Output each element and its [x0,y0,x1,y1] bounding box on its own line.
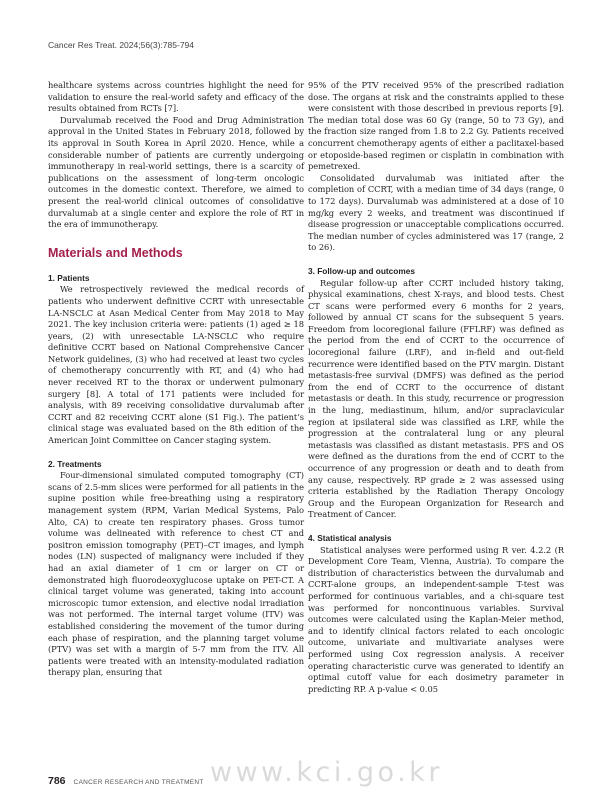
subheading-treatments: 2. Treatments [48,458,102,469]
intro-paragraph-1: healthcare systems across countries highlight the need for validation to ensure the real-world safety and efficacy of the results obtained from RCTs [7]. [48,80,304,114]
section-title-methods: Materials and Methods [48,245,183,260]
left-column [48,80,304,679]
running-header: Cancer Res Treat. 2024;56(3):785-794 [48,40,195,50]
followup-paragraph: Regular follow-up after CCRT included history taking, physical examinations, chest X-rays, and blood tests. Chest CT scans were performed every 6 months for 2 years, followed by annual CT scans for the subsequent 5 years. Freedom from locoregional failure (FFLRF) was defined as the period from the end of CCRT to the occurrence of locoregional failure (LRF), and in-field and out-field recurrence were identified based on the PTV margin. Distant metastasis-free survival (DMFS) was defined as the period from the end of CCRT to the occurrence of distant metastasis or death. In this study, recurrence or progression in the lung, mediastinum, hilum, and/or supraclavicular region at ipsilateral side was classified as LRF, while the progression at the contralateral lung or any pleural metastasis was classified as distant metastasis. PFS and OS were defined as the durations from the end of CCRT to the occurrence of any progression or death and to death from any cause, respectively. RP grade ≥ 2 was assessed using criteria established by the Radiation Therapy Oncology Group and the European Organization for Research and Treatment of Cancer. [308,277,564,520]
page-number: 786 [48,775,66,787]
patients-paragraph: We retrospectively reviewed the medical records of patients who underwent definitive CCRT with unresectable LA-NSCLC at Asan Medical Center from May 2018 to May 2021. The key inclusion criteria were: patients (1) aged ≥ 18 years, (2) with unresectable LA-NSCLC who require definitive CCRT based on National Comprehensive Cancer Network guidelines, (3) who had received at least two cycles of chemotherapy concurrently with RT, and (4) who had never received RT to the thorax or underwent pulmonary surgery [8]. A total of 171 patients were included for analysis, with 89 receiving consolidative durvalumab after CCRT and 82 receiving CCRT alone (S1 Fig.). The patient’s clinical stage was evaluated based on the 8th edition of the American Joint Committee on Cancer staging system. [48,284,304,446]
subheading-patients: 1. Patients [48,272,90,283]
treatments-paragraph: Four-dimensional simulated computed tomography (CT) scans of 2.5-mm slices were performed for all patients in the supine position while free-breathing using a respiratory management system (RPM, Varian Medical Systems, Palo Alto, CA) to create ten respiratory phases. Gross tumor volume was delineated with reference to chest CT and positron emission tomography (PET)–CT images, and lymph nodes (LN) suspected of malignancy were included if they had an axial diameter of 1 cm or larger on CT or demonstrated high fluorodeoxyglucose uptake on PET-CT. A clinical target volume was generated, taking into account microscopic tumor extension, and elective nodal irradiation was not performed. The internal target volume (ITV) was established considering the movement of the tumor during each phase of respiration, and the planning target volume (PTV) was set with a margin of 5-7 mm from the ITV. All patients were treated with an intensity-modulated radiation therapy plan, ensuring that [48,470,304,678]
watermark: www.kci.go.kr [210,757,443,788]
page-footer [48,775,204,787]
right-column [308,80,564,695]
durvalumab-paragraph: Consolidated durvalumab was initiated after the completion of CCRT, with a median time of 34 days (range, 0 to 172 days). Durvalumab was administered at a dose of 10 mg/kg every 2 weeks, and treatment was discontinued if disease progression or unacceptable complications occurred. The median number of cycles administered was 17 (range, 2 to 26). [308,172,564,253]
treatments-continued-paragraph: 95% of the PTV received 95% of the prescribed radiation dose. The organs at risk and the constraints applied to these were consistent with those described in previous reports [9]. The median total dose was 60 Gy (range, 50 to 73 Gy), and the fraction size ranged from 1.8 to 2.2 Gy. Patients received concurrent chemotherapy agents of either a paclitaxel-based or etoposide-based regimen or cisplatin in combination with pemetrexed. [308,80,564,172]
journal-name: CANCER RESEARCH AND TREATMENT [73,779,204,786]
subheading-followup: 3. Follow-up and outcomes [308,265,415,276]
statistics-paragraph: Statistical analyses were performed using R ver. 4.2.2 (R Development Core Team, Vienna, Austria). To compare the distribution of characteristics between the durvalumab and CCRT-alone groups, an independent-sample T-test was performed for continuous variables, and a chi-square test was performed for noncontinuous variables. Survival outcomes were calculated using the Kaplan-Meier method, and to identify clinical factors related to each oncologic outcome, univariate and multivariate analyses were performed using Cox regression analysis. A receiver operating characteristic curve was generated to identify an optimal cutoff value for each dosimetry parameter in predicting RP. A p-value < 0.05 [308,544,564,694]
subheading-statistics: 4. Statistical analysis [308,532,392,543]
intro-paragraph-2: Durvalumab received the Food and Drug Administration approval in the United States in February 2018, followed by its approval in South Korea in April 2020. Hence, while a considerable number of patients are currently undergoing immunotherapy in real-world settings, there is a scarcity of publications on the assessment of long-term oncologic outcomes in the domestic context. Therefore, we aimed to present the real-world clinical outcomes of consolidative durvalumab at a single center and explore the role of RT in the era of immunotherapy. [48,114,304,230]
